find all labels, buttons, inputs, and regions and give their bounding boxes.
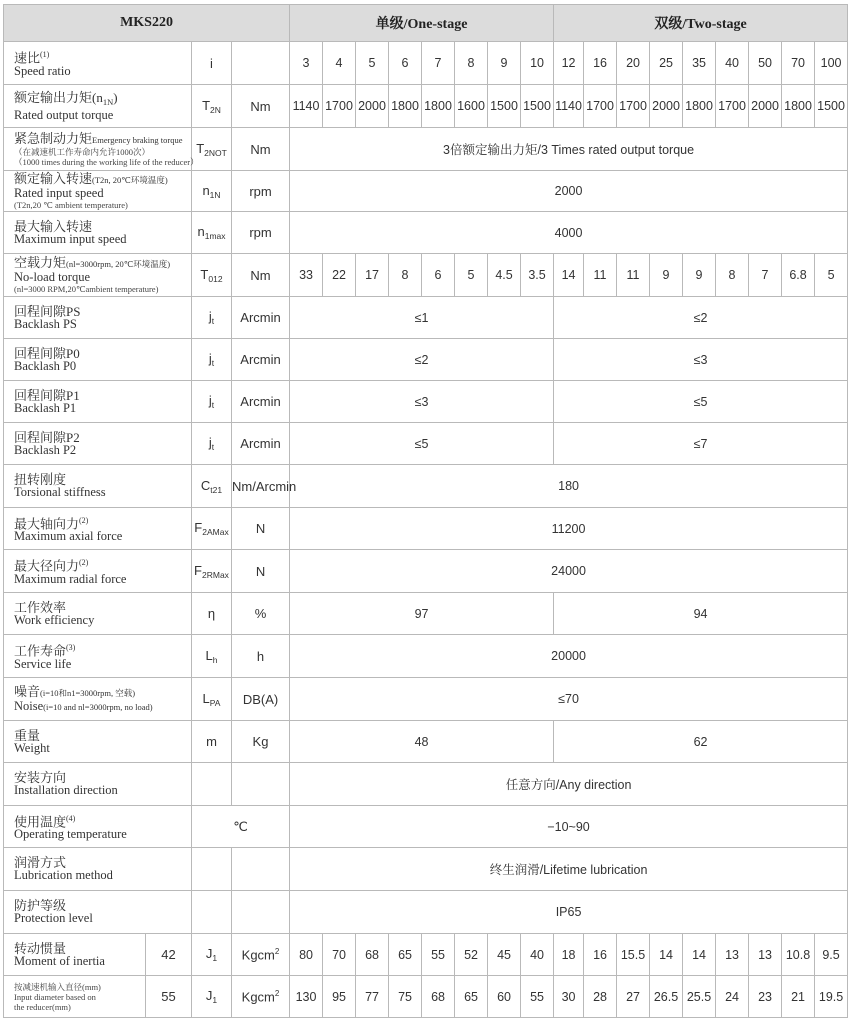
value-cell: 1500 (488, 85, 521, 128)
row-label-cn: 速比$^{(1)}$ (14, 50, 50, 66)
table-row (4, 508, 848, 550)
value-cell: 9 (650, 254, 683, 297)
row-label (4, 721, 192, 763)
unit-cell: Arcmin (232, 423, 290, 465)
value-cell: 8 (389, 254, 422, 297)
row-note: the reducer(mm) (14, 1001, 71, 1012)
value-cell: 75 (389, 976, 422, 1018)
row-note: 按减速机输入直径(mm) (14, 981, 101, 992)
unit-cell: Nm/Arcmin (232, 465, 290, 508)
unit-cell: Arcmin (232, 339, 290, 381)
row-label-en: Torsional stiffness (14, 485, 106, 499)
value-cell: 1700 (584, 85, 617, 128)
value-cell: 16 (584, 934, 617, 976)
unit-cell: rpm (232, 171, 290, 212)
value-cell: 60 (488, 976, 521, 1018)
value-cell: 1800 (389, 85, 422, 128)
inertia-label (4, 934, 146, 976)
merged-value: 3倍额定输出力矩/3 Times rated output torque (290, 128, 848, 171)
unit-cell: N (232, 550, 290, 593)
value-cell: 9 (488, 42, 521, 85)
value-cell: 15.5 (617, 934, 650, 976)
value-cell: 1700 (323, 85, 356, 128)
value-cell: 12 (554, 42, 584, 85)
value-cell: 17 (356, 254, 389, 297)
value-cell: 27 (617, 976, 650, 1018)
table-row (4, 976, 848, 1018)
table-row (4, 423, 848, 465)
unit-cell: Arcmin (232, 381, 290, 423)
row-label (4, 508, 192, 550)
input-diameter: 42 (146, 934, 192, 976)
symbol-subscript: 2AMax (202, 527, 229, 537)
unit-cell: % (232, 593, 290, 635)
table-row (4, 85, 848, 128)
value-cell: 50 (749, 42, 782, 85)
value-cell: 10 (521, 42, 554, 85)
row-note: （1000 times during the working life of the reducer） (14, 156, 199, 167)
row-label (4, 848, 192, 891)
value-cell: 45 (488, 934, 521, 976)
row-label-note: (T2n, 20℃环境温度) (92, 175, 168, 185)
row-label (4, 465, 192, 508)
value-cell: 9 (683, 254, 716, 297)
value-cell: 20 (617, 42, 650, 85)
symbol-subscript: 012 (208, 273, 223, 284)
symbol-cell: m (192, 721, 232, 763)
table-row (4, 635, 848, 678)
row-label-cn: 工作寿命$^{(3)}$ (14, 643, 76, 659)
row-note: (nl=3000 RPM,20℃ambient temperature) (14, 284, 159, 294)
unit-cell: N (232, 508, 290, 550)
table-row (4, 42, 848, 85)
unit-cell: ℃ (192, 806, 290, 848)
unit-cell (232, 891, 290, 934)
row-label-en: Service life (14, 656, 72, 671)
row-label-note: (nl=3000rpm, 20℃环境温度) (66, 259, 171, 269)
row-label-cn: 最大输入转速 (14, 218, 93, 234)
row-label-en: No-load torque (14, 270, 91, 284)
row-label-en: Work efficiency (14, 612, 95, 627)
value-cell: 7 (422, 42, 455, 85)
spec-table (3, 4, 846, 1020)
row-label (4, 678, 192, 721)
row-label-en: Backlash P0 (14, 358, 77, 373)
symbol-subscript: h (212, 654, 218, 665)
table-row (4, 128, 848, 171)
value-cell: 9.5 (815, 934, 848, 976)
symbol-subscript: 1 (212, 953, 218, 963)
table-row (4, 806, 848, 848)
value-cell: 130 (290, 976, 323, 1018)
row-label-en: Speed ratio (14, 63, 71, 78)
value-cell: 3.5 (521, 254, 554, 297)
value-cell: 52 (455, 934, 488, 976)
table-row (4, 678, 848, 721)
row-label-cn: 额定输出力矩$(n_{1N})$ (14, 89, 118, 107)
value-cell: 11 (584, 254, 617, 297)
row-label (4, 254, 192, 297)
value-cell: 1800 (782, 85, 815, 128)
value-cell: 13 (749, 934, 782, 976)
row-label-cn: 工作效率 (14, 599, 67, 615)
value-cell: 1600 (455, 85, 488, 128)
row-label-cn: 使用温度$^{(4)}$ (14, 813, 76, 830)
row-label-sub: 1N (102, 96, 114, 107)
row-label-cn: 安装方向 (14, 770, 67, 785)
merged-value: 20000 (290, 635, 848, 678)
row-label-en: Moment of inertia (14, 953, 105, 968)
symbol-subscript: t (211, 358, 215, 368)
table-row (4, 593, 848, 635)
row-label-note: (i=10 and nl=3000rpm, no load) (43, 701, 153, 712)
table-row (4, 934, 848, 976)
value-cell: 33 (290, 254, 323, 297)
row-label-en: Lubrication method (14, 868, 113, 882)
table-row (4, 339, 848, 381)
value-cell: 2000 (749, 85, 782, 128)
value-cell: 35 (683, 42, 716, 85)
unit-cell: Nm (232, 254, 290, 297)
row-label (4, 42, 192, 85)
value-cell: 77 (356, 976, 389, 1018)
value-cell: 70 (323, 934, 356, 976)
unit-cell: Kg (232, 721, 290, 763)
unit-cell: h (232, 635, 290, 678)
symbol-subscript: 2RMax (202, 569, 229, 580)
symbol-subscript: t (211, 400, 215, 410)
table-row (4, 212, 848, 254)
value-cell: 100 (815, 42, 848, 85)
merged-value: −10~90 (290, 806, 848, 848)
symbol-subscript: 1N (209, 189, 221, 200)
row-label-en: Backlash PS (14, 316, 77, 331)
value-cell: 14 (650, 934, 683, 976)
merged-value: 24000 (290, 550, 848, 593)
row-label-cn: 回程间隙P0 (14, 345, 80, 361)
merged-value: 4000 (290, 212, 848, 254)
row-label-cn: 防护等级 (14, 898, 67, 913)
footnote-marker: (4) (66, 813, 76, 823)
row-label (4, 763, 192, 806)
one-stage-header: 单级/One-stage (290, 5, 554, 42)
symbol-cell: $T_{2N}$ (192, 85, 232, 128)
row-label-cn: 回程间隙PS (14, 303, 81, 319)
row-label-cn: 最大轴向力$^{(2)}$ (14, 515, 89, 532)
row-label-cn: 紧急制动力矩Emergency braking torque (14, 130, 183, 146)
value-cell: 18 (554, 934, 584, 976)
table-row (4, 721, 848, 763)
symbol-subscript: t21 (210, 484, 223, 495)
value-cell: 30 (554, 976, 584, 1018)
unit-superscript: 2 (274, 988, 280, 998)
value-cell: 5 (455, 254, 488, 297)
value-cell: 2000 (650, 85, 683, 128)
unit-cell: rpm (232, 212, 290, 254)
model-header: MKS220 (4, 5, 290, 42)
symbol-subscript: 1max (204, 231, 226, 241)
value-cell: 8 (716, 254, 749, 297)
unit-cell: Kgcm$^2$ (232, 934, 290, 976)
value-cell: 8 (455, 42, 488, 85)
value-cell: 40 (521, 934, 554, 976)
value-cell: 28 (584, 976, 617, 1018)
row-label (4, 806, 192, 848)
row-note: (T2n,20 ℃ ambient temperature) (14, 200, 128, 210)
symbol-cell: $C_{t21}$ (192, 465, 232, 508)
value-cell: 10.8 (782, 934, 815, 976)
row-label (4, 212, 192, 254)
value-cell: 24 (716, 976, 749, 1018)
row-label (4, 891, 192, 934)
one-stage-value: ≤3 (290, 381, 554, 423)
row-label (4, 423, 192, 465)
value-cell: 1140 (554, 85, 584, 128)
two-stage-value: ≤2 (554, 297, 848, 339)
row-label-cn: 噪音(i=10和n1=3000rpm, 空载) (14, 683, 136, 699)
unit-cell: Nm (232, 85, 290, 128)
row-label-note: Emergency braking torque (92, 134, 183, 145)
value-cell: 7 (749, 254, 782, 297)
merged-value: 180 (290, 465, 848, 508)
value-cell: 55 (422, 934, 455, 976)
symbol-cell: $j_t$ (192, 339, 232, 381)
row-label-en: Backlash P1 (14, 400, 77, 415)
unit-cell: Arcmin (232, 297, 290, 339)
table-row (4, 848, 848, 891)
value-cell: 14 (683, 934, 716, 976)
two-stage-header: 双级/Two-stage (554, 5, 848, 42)
two-stage-value: 62 (554, 721, 848, 763)
input-diameter: 55 (146, 976, 192, 1018)
unit-cell: DB(A) (232, 678, 290, 721)
value-cell: 1500 (521, 85, 554, 128)
value-cell: 23 (749, 976, 782, 1018)
symbol-subscript: 1 (212, 995, 218, 1005)
unit-cell (232, 763, 290, 806)
symbol-cell: i (192, 42, 232, 85)
unit-cell (232, 848, 290, 891)
symbol-cell: $F_{2AMax}$ (192, 508, 232, 550)
merged-value: ≤70 (290, 678, 848, 721)
row-label (4, 339, 192, 381)
value-cell: 25 (650, 42, 683, 85)
unit-cell (232, 42, 290, 85)
symbol-cell: $J_1$ (192, 976, 232, 1018)
row-label-cn: 最大径向力$^{(2)}$ (14, 558, 89, 574)
table-row (4, 465, 848, 508)
value-cell: 19.5 (815, 976, 848, 1018)
symbol-cell (192, 848, 232, 891)
symbol-subscript: 2NOT (204, 147, 227, 158)
value-cell: 26.5 (650, 976, 683, 1018)
symbol-cell: $j_t$ (192, 297, 232, 339)
footnote-marker: (2) (79, 515, 89, 525)
value-cell: 40 (716, 42, 749, 85)
row-label-en: Backlash P2 (14, 442, 77, 457)
value-cell: 1800 (683, 85, 716, 128)
value-cell: 2000 (356, 85, 389, 128)
row-label-cn: 回程间隙P2 (14, 429, 80, 445)
row-label-cn: 扭转刚度 (14, 472, 67, 487)
row-label-en: Rated input speed (14, 186, 104, 200)
symbol-cell: $j_t$ (192, 381, 232, 423)
row-label (4, 381, 192, 423)
one-stage-value: ≤2 (290, 339, 554, 381)
symbol-cell: $J_1$ (192, 934, 232, 976)
row-label (4, 128, 199, 171)
row-label-cn: 重量 (14, 727, 41, 743)
row-label-cn: 空载力矩(nl=3000rpm, 20℃环境温度) (14, 255, 171, 270)
value-cell: 11 (617, 254, 650, 297)
row-label-en: Noise(i=10 and nl=3000rpm, no load) (14, 698, 153, 713)
merged-value: 11200 (290, 508, 848, 550)
value-cell: 4 (323, 42, 356, 85)
value-cell: 55 (521, 976, 554, 1018)
value-cell: 5 (815, 254, 848, 297)
row-label-en: Maximum radial force (14, 571, 127, 586)
value-cell: 1500 (815, 85, 848, 128)
one-stage-value: 48 (290, 721, 554, 763)
table-row (4, 297, 848, 339)
value-cell: 1700 (716, 85, 749, 128)
row-label-en: Maximum axial force (14, 529, 123, 544)
value-cell: 1140 (290, 85, 323, 128)
merged-value: IP65 (290, 891, 848, 934)
row-label-cn: 额定输入转速(T2n, 20℃环境温度) (14, 171, 168, 186)
value-cell: 5 (356, 42, 389, 85)
row-label-en: Weight (14, 740, 50, 755)
row-label-en: Operating temperature (14, 827, 127, 842)
merged-value: 终生润滑/Lifetime lubrication (290, 848, 848, 891)
table-row (4, 171, 848, 212)
one-stage-value: 97 (290, 593, 554, 635)
footnote-marker: (3) (66, 643, 76, 653)
symbol-cell: $T_{012}$ (192, 254, 232, 297)
value-cell: 6.8 (782, 254, 815, 297)
symbol-subscript: t (211, 442, 215, 452)
value-cell: 25.5 (683, 976, 716, 1018)
row-label (4, 85, 192, 128)
symbol-cell (192, 763, 232, 806)
table-row (4, 550, 848, 593)
value-cell: 22 (323, 254, 356, 297)
value-cell: 13 (716, 934, 749, 976)
row-label-cn: 转动惯量 (14, 940, 67, 956)
symbol-cell: $L_{PA}$ (192, 678, 232, 721)
symbol-cell: $T_{2NOT}$ (192, 128, 232, 171)
row-label (4, 550, 192, 593)
row-label-cn: 润滑方式 (14, 855, 67, 870)
row-label (4, 635, 192, 678)
value-cell: 80 (290, 934, 323, 976)
symbol-cell: η (192, 593, 232, 635)
row-label-en: Protection level (14, 911, 93, 925)
value-cell: 70 (782, 42, 815, 85)
row-note: （在减速机工作寿命内允许1000次） (14, 146, 151, 157)
table-row (4, 763, 848, 806)
value-cell: 6 (422, 254, 455, 297)
unit-cell: Nm (232, 128, 290, 171)
value-cell: 68 (356, 934, 389, 976)
row-label-en: Installation direction (14, 783, 118, 797)
value-cell: 3 (290, 42, 323, 85)
footnote-marker: (2) (79, 558, 89, 568)
row-label (4, 171, 192, 212)
merged-value: 任意方向/Any direction (290, 763, 848, 806)
value-cell: 4.5 (488, 254, 521, 297)
symbol-subscript: PA (209, 697, 221, 708)
value-cell: 14 (554, 254, 584, 297)
row-label-en: Rated output torque (14, 107, 114, 122)
symbol-subscript: 2N (210, 104, 221, 115)
row-label (4, 593, 192, 635)
symbol-cell: $n_{1N}$ (192, 171, 232, 212)
symbol-cell: $j_t$ (192, 423, 232, 465)
symbol-cell (192, 891, 232, 934)
two-stage-value: 94 (554, 593, 848, 635)
row-label-note: (i=10和n1=3000rpm, 空载) (40, 687, 136, 698)
two-stage-value: ≤7 (554, 423, 848, 465)
value-cell: 16 (584, 42, 617, 85)
value-cell: 65 (455, 976, 488, 1018)
row-label-en: Maximum input speed (14, 231, 127, 246)
table-row (4, 381, 848, 423)
value-cell: 1700 (617, 85, 650, 128)
two-stage-value: ≤5 (554, 381, 848, 423)
symbol-cell: $n_{1max}$ (192, 212, 232, 254)
value-cell: 68 (422, 976, 455, 1018)
row-label (4, 297, 192, 339)
value-cell: 21 (782, 976, 815, 1018)
row-note: Input diameter based on (14, 991, 96, 1002)
footnote-marker: (1) (40, 50, 50, 60)
value-cell: 95 (323, 976, 356, 1018)
two-stage-value: ≤3 (554, 339, 848, 381)
value-cell: 6 (389, 42, 422, 85)
symbol-cell: $L_h$ (192, 635, 232, 678)
table-row (4, 891, 848, 934)
symbol-cell: $F_{2RMax}$ (192, 550, 232, 593)
row-label-cn: 回程间隙P1 (14, 387, 80, 403)
unit-cell: Kgcm$^2$ (232, 976, 290, 1018)
unit-superscript: 2 (274, 946, 280, 956)
merged-value: 2000 (290, 171, 848, 212)
value-cell: 1800 (422, 85, 455, 128)
table-row (4, 254, 848, 297)
symbol-subscript: t (211, 316, 215, 326)
one-stage-value: ≤1 (290, 297, 554, 339)
one-stage-value: ≤5 (290, 423, 554, 465)
value-cell: 65 (389, 934, 422, 976)
inertia-label (4, 976, 146, 1018)
